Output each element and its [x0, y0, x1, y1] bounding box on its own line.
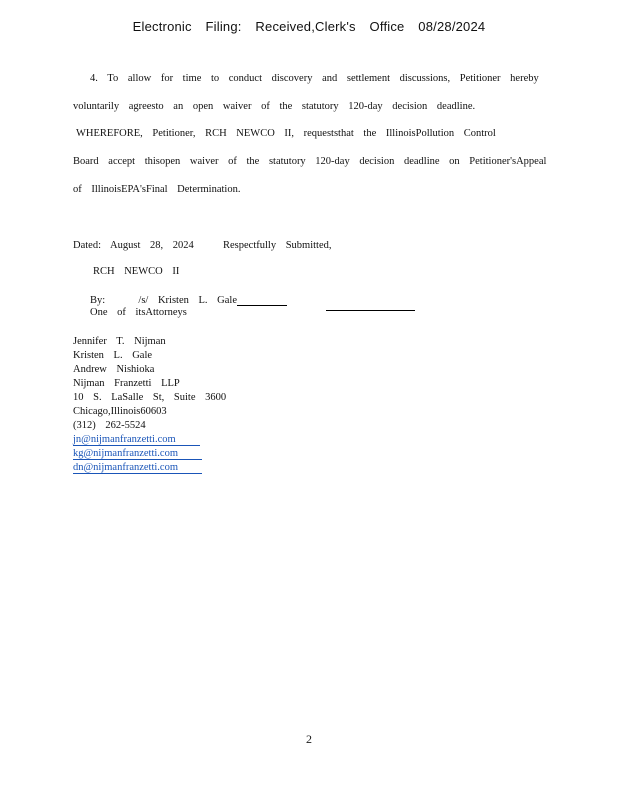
contact-block	[73, 335, 226, 475]
wherefore-line-2: Board accept thisopen waiver of the statutory 120-day decision deadline on Petitioner'sAppeal	[73, 156, 547, 167]
phone-number: (312) 262-5524	[73, 420, 146, 431]
attorney-name: Andrew Nishioka	[73, 364, 155, 375]
email-link-jn[interactable]: jn@nijmanfranzetti.com	[73, 434, 200, 446]
filing-stamp-header: Electronic Filing: Received,Clerk's Office 08/28/2024	[132, 19, 486, 34]
dated-text: Dated: August 28, 2024	[73, 240, 194, 251]
email-link-dn[interactable]: dn@nijmanfranzetti.com	[73, 462, 202, 474]
wherefore-line-3: of IllinoisEPA'sFinal Determination.	[73, 184, 241, 195]
address-line-2: Chicago,Illinois60603	[73, 406, 167, 417]
page-number: 2	[306, 732, 312, 746]
electronic-signature: /s/ Kristen L. Gale	[138, 295, 237, 306]
respectfully-submitted: Respectfully Submitted,	[223, 240, 332, 251]
party-name: RCH NEWCO II	[93, 266, 180, 277]
dated-line	[73, 240, 332, 251]
signature-block	[90, 293, 287, 306]
by-label: By:	[90, 295, 106, 306]
firm-name: Nijman Franzetti LLP	[73, 378, 180, 389]
paragraph-4-line-1: 4. To allow for time to conduct discovery and settlement discussions, Petitioner hereby	[90, 73, 539, 84]
address-line-1: 10 S. LaSalle St, Suite 3600	[73, 392, 227, 403]
attorney-name: Kristen L. Gale	[73, 350, 153, 361]
signature-underline-2	[326, 298, 415, 311]
secondary-signature-line	[326, 293, 415, 311]
signature-underline	[237, 293, 287, 306]
attorney-name: Jennifer T. Nijman	[73, 336, 166, 347]
email-link-kg[interactable]: kg@nijmanfranzetti.com	[73, 448, 202, 460]
paragraph-4-line-2: voluntarily agreesto an open waiver of the statutory 120-day decision deadline.	[73, 101, 476, 112]
attorneys-line: One of itsAttorneys	[90, 307, 187, 318]
wherefore-line-1: WHEREFORE, Petitioner, RCH NEWCO II, requeststhat the IllinoisPollution Control	[76, 128, 496, 139]
